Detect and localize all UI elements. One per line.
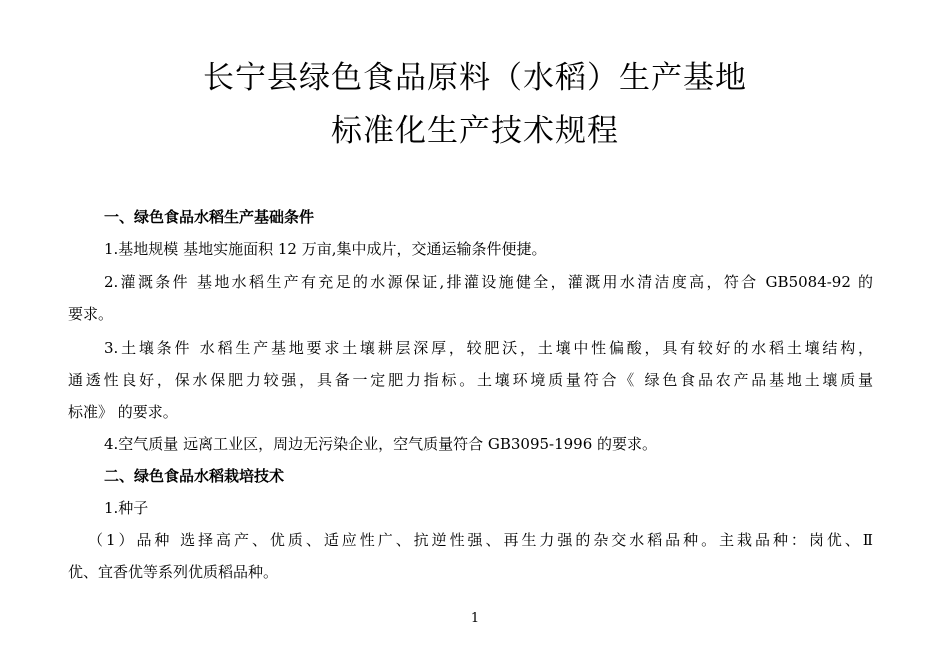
document-title-line-2: 标准化生产技术规程 [331, 113, 619, 149]
section-2-paragraph-1-line-1: （1）品种 选择高产、优质、适应性广、抗逆性强、再生力强的杂交水稻品种。主栽品种：岗优、Ⅱ [88, 531, 873, 549]
section-1-paragraph-2-line-2: 要求。 [68, 305, 114, 323]
section-1-paragraph-2-line-1: 2.灌溉条件 基地水稻生产有充足的水源保证,排灌设施健全，灌溉用水清洁度高，符合 GB5084-92 的 [104, 273, 873, 291]
section-1-paragraph-3-line-3: 标准》 的要求。 [68, 403, 178, 421]
document-title-line-1: 长宁县绿色食品原料（水稻）生产基地 [203, 60, 747, 96]
page-number: 1 [470, 611, 480, 626]
section-1-paragraph-3-line-1: 3.土壤条件 水稻生产基地要求土壤耕层深厚，较肥沃，土壤中性偏酸，具有较好的水稻土壤结构， [104, 339, 873, 357]
section-1-paragraph-1: 1.基地规模 基地实施面积 12 万亩,集中成片，交通运输条件便捷。 [104, 240, 547, 258]
section-2-heading: 二、绿色食品水稻栽培技术 [104, 467, 285, 485]
section-1-paragraph-4: 4.空气质量 远离工业区，周边无污染企业，空气质量符合 GB3095-1996 的要求。 [104, 435, 658, 453]
section-1-paragraph-3-line-2: 通透性良好，保水保肥力较强，具备一定肥力指标。土壤环境质量符合《 绿色食品农产品基地土壤质量 [68, 371, 873, 389]
section-1-heading: 一、绿色食品水稻生产基础条件 [104, 208, 315, 226]
section-2-subheading-seeds: 1.种子 [104, 499, 149, 517]
section-2-paragraph-1-line-2: 优、宜香优等系列优质稻品种。 [68, 563, 279, 581]
